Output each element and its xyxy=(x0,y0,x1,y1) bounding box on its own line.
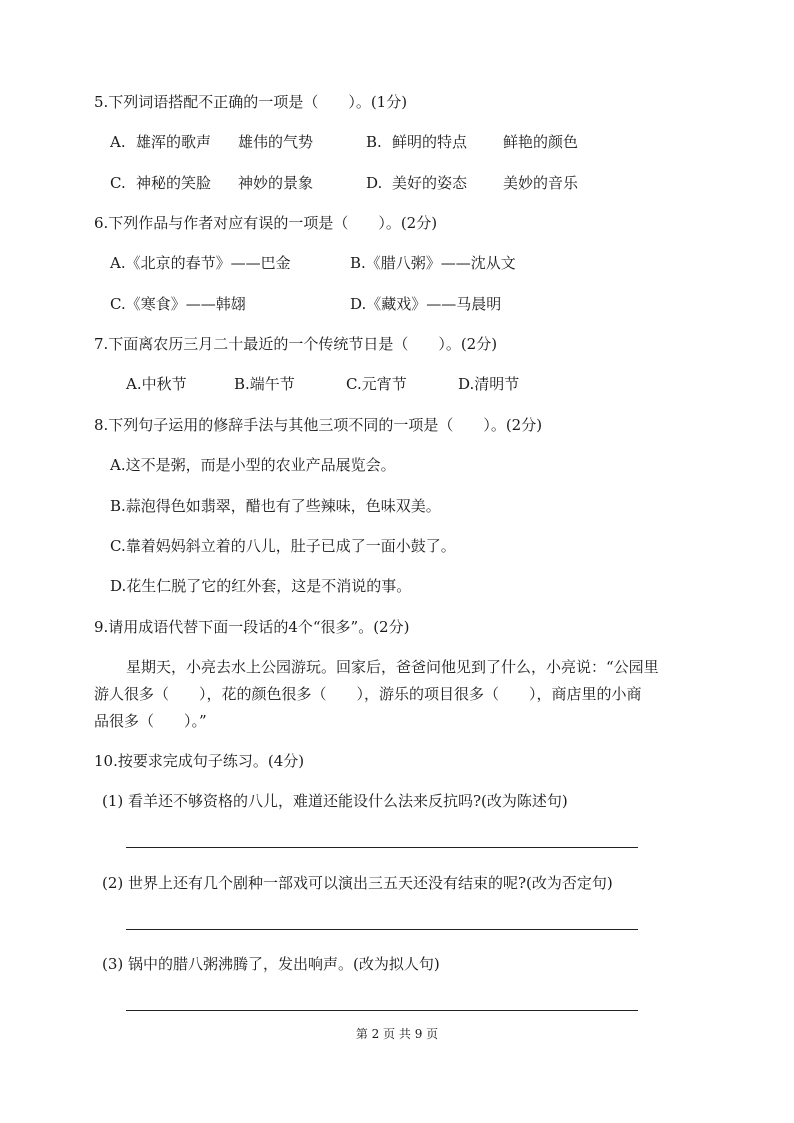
question-5-option-c-phrase-2: 神妙的景象 xyxy=(238,174,314,192)
question-6-option-c: C.《寒食》——韩翃 xyxy=(110,295,246,313)
question-6-option-b: B.《腊八粥》——沈从文 xyxy=(350,254,516,272)
question-7-option-d: D.清明节 xyxy=(458,375,520,393)
question-6-option-a: A.《北京的春节》——巴金 xyxy=(110,254,291,272)
question-10-sentence-3: (3) 锅中的腊八粥沸腾了，发出响声。(改为拟人句) xyxy=(102,955,440,973)
question-5-option-a-phrase-1: 雄浑的歌声 xyxy=(136,133,212,151)
question-8-option-b: B.蒜泡得色如翡翠，醋也有了些辣味，色味双美。 xyxy=(110,497,441,515)
question-8-option-a: A.这不是粥，而是小型的农业产品展览会。 xyxy=(110,456,396,474)
question-10-answer-line-3[interactable] xyxy=(126,1010,638,1011)
question-5-option-a-label: A. xyxy=(110,133,126,151)
question-7-option-c: C.元宵节 xyxy=(346,375,407,393)
question-5-option-d-phrase-2: 美妙的音乐 xyxy=(503,174,579,192)
question-5-option-b-label: B. xyxy=(366,133,382,151)
question-5-option-d-label: D. xyxy=(366,174,383,192)
question-9-passage-line-1: 星期天，小亮去水上公园游玩。回家后，爸爸问他见到了什么，小亮说：“公园里 xyxy=(126,658,659,676)
question-7-stem: 7.下面离农历三月二十最近的一个传统节日是（ ）。(2分) xyxy=(94,335,498,353)
page-number: 第 2 页 共 9 页 xyxy=(355,1027,439,1041)
question-8-option-d: D.花生仁脱了它的红外套，这是不消说的事。 xyxy=(110,577,412,595)
question-5-option-a-phrase-2: 雄伟的气势 xyxy=(238,133,314,151)
question-5-option-d-phrase-1: 美好的姿态 xyxy=(392,174,468,192)
question-9-passage-line-2: 游人很多（ ），花的颜色很多（ ），游乐的项目很多（ ），商店里的小商 xyxy=(94,685,642,703)
question-10-stem: 10.按要求完成句子练习。(4分) xyxy=(94,752,305,770)
question-5-option-b-phrase-2: 鲜艳的颜色 xyxy=(503,133,579,151)
question-7-option-a: A.中秋节 xyxy=(126,375,187,393)
question-10-answer-line-1[interactable] xyxy=(126,847,638,848)
question-9-stem: 9.请用成语代替下面一段话的4个“很多”。(2分) xyxy=(94,618,410,636)
question-7-option-b: B.端午节 xyxy=(234,375,295,393)
question-5-option-c-phrase-1: 神秘的笑脸 xyxy=(136,174,212,192)
question-8-stem: 8.下列句子运用的修辞手法与其他三项不同的一项是（ ）。(2分) xyxy=(94,416,543,434)
question-9-passage-line-3: 品很多（ ）。” xyxy=(94,712,207,730)
question-10-sentence-1: (1) 看羊还不够资格的八儿，难道还能设什么法来反抗吗?(改为陈述句) xyxy=(102,792,568,810)
question-10-sentence-2: (2) 世界上还有几个剧种一部戏可以演出三五天还没有结束的呢?(改为否定句) xyxy=(102,874,613,892)
question-6-stem: 6.下列作品与作者对应有误的一项是（ ）。(2分) xyxy=(94,214,438,232)
question-5-option-b-phrase-1: 鲜明的特点 xyxy=(392,133,468,151)
question-10-answer-line-2[interactable] xyxy=(126,929,638,930)
question-6-option-d: D.《藏戏》——马晨明 xyxy=(350,295,502,313)
question-5-stem: 5.下列词语搭配不正确的一项是（ ）。(1分) xyxy=(94,93,408,111)
question-5-option-c-label: C. xyxy=(110,174,126,192)
question-8-option-c: C.靠着妈妈斜立着的八儿，肚子已成了一面小鼓了。 xyxy=(110,537,456,555)
